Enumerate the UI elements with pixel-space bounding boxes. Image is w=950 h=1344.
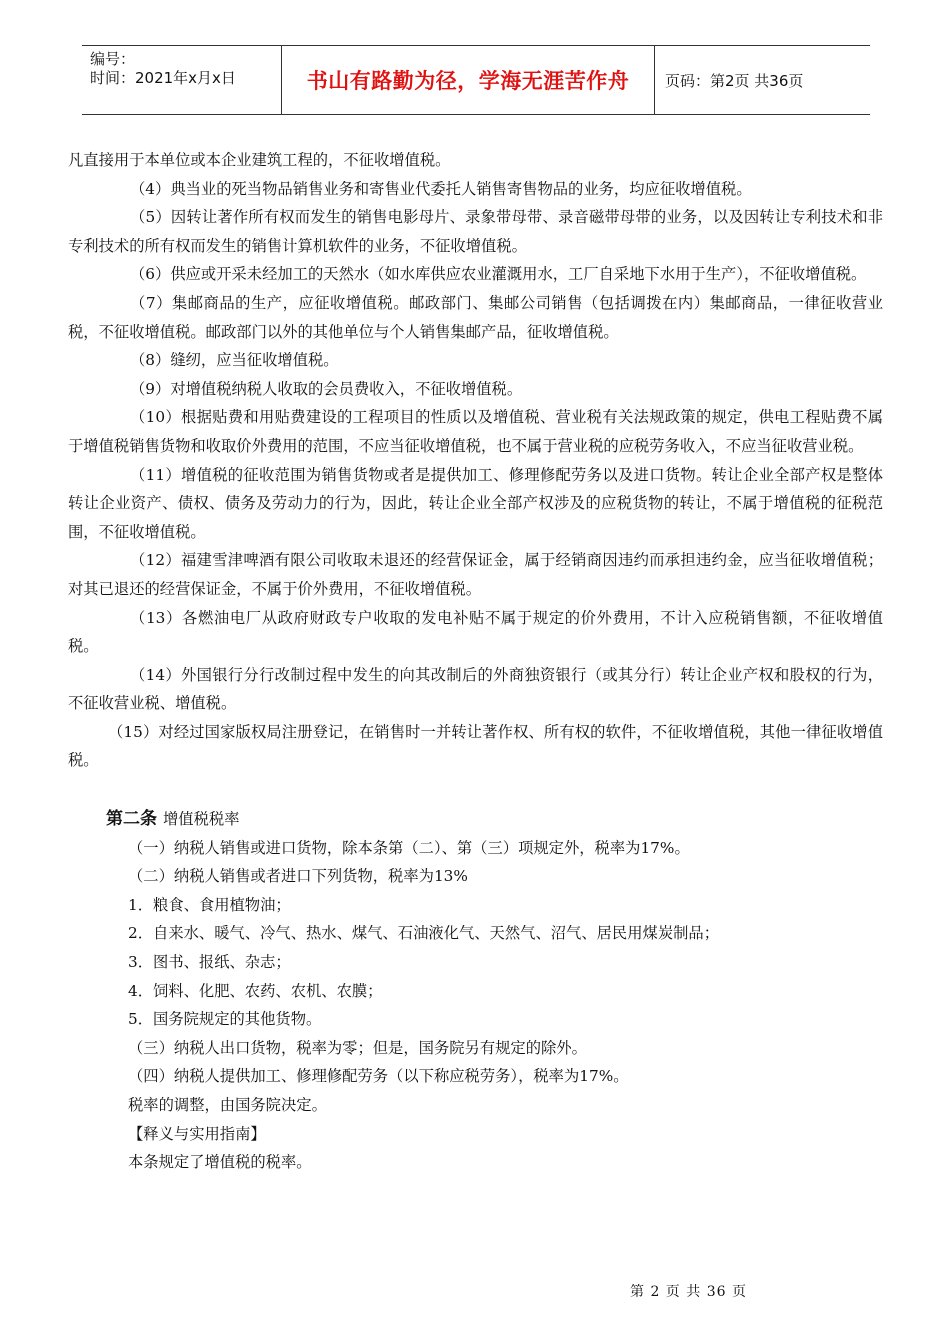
paragraph-item-7: （7）集邮商品的生产，应征收增值税。邮政部门、集邮公司销售（包括调拨在内）集邮商品，一律征收营业税，不征收增值税。邮政部门以外的其他单位与个人销售集邮产品，征收增值税。 — [68, 293, 883, 341]
page-footer: 第 2 页 共 36 页 — [630, 1284, 747, 1300]
document-number-label: 编号： — [90, 50, 136, 68]
paragraph-item-6: （6）供应或开采未经加工的天然水（如水库供应农业灌溉用水，工厂自采地下水用于生产），不征收增值税。 — [130, 265, 867, 284]
article-item: 2．自来水、暖气、冷气、热水、煤气、石油液化气、天然气、沼气、居民用煤炭制品； — [128, 924, 720, 943]
article-item: 3．图书、报纸、杂志； — [128, 953, 291, 972]
article-number: 第二条 — [106, 809, 157, 830]
section-heading: 【释义与实用指南】 — [128, 1124, 266, 1143]
article-note: 税率的调整，由国务院决定。 — [128, 1096, 327, 1114]
paragraph-item-11: （11）增值税的征收范围为销售货物或者是提供加工、修理修配劳务以及进口货物。转让企业全部产权是整体转让企业资产、债权、债务及劳动力的行为，因此，转让企业全部产权涉及的应税货物的转让，不属于增值税的征税范围，不征收增值税。 — [68, 465, 883, 541]
header-meta — [82, 46, 282, 114]
article-item: 4．饲料、化肥、农药、农机、农膜； — [128, 981, 383, 1000]
paragraph-item-9: （9）对增值税纳税人收取的会员费收入，不征收增值税。 — [130, 379, 523, 398]
article-item: （四）纳税人提供加工、修理修配劳务（以下称应税劳务），税率为17%。 — [128, 1067, 629, 1086]
paragraph-item-4: （4）典当业的死当物品销售业务和寄售业代委托人销售寄售物品的业务，均应征收增值税。 — [130, 179, 752, 198]
article-item: （二）纳税人销售或者进口下列货物，税率为13% — [128, 867, 468, 886]
document-body — [68, 146, 883, 1177]
paragraph-continuation: 凡直接用于本单位或本企业建筑工程的，不征收增值税。 — [68, 151, 451, 169]
article-item: （一）纳税人销售或进口货物，除本条第（二）、第（三）项规定外，税率为17%。 — [128, 838, 690, 857]
article-title: 增值税税率 — [163, 810, 240, 829]
article-item: 1．粮食、食用植物油； — [128, 895, 291, 914]
header-motto: 书山有路勤为径，学海无涯苦作舟 — [282, 46, 655, 114]
header-page-info: 页码：第2页 共36页 — [665, 71, 804, 90]
article-item: （三）纳税人出口货物，税率为零；但是，国务院另有规定的除外。 — [128, 1038, 587, 1057]
article-heading — [68, 805, 883, 834]
paragraph-item-5: （5）因转让著作所有权而发生的销售电影母片、录象带母带、录音磁带母带的业务，以及因转让专利技术和非专利技术的所有权而发生的销售计算机软件的业务，不征收增值税。 — [68, 208, 883, 255]
paragraph-item-14: （14）外国银行分行改制过程中发生的向其改制后的外商独资银行（或其分行）转让企业产权和股权的行为，不征收营业税、增值税。 — [68, 665, 883, 713]
article-item: 5．国务院规定的其他货物。 — [128, 1010, 322, 1029]
paragraph-item-13: （13）各燃油电厂从政府财政专户收取的发电补贴不属于规定的价外费用，不计入应税销售额，不征收增值税。 — [68, 608, 883, 656]
page-header — [82, 45, 870, 115]
paragraph-item-15: （15）对经过国家版权局注册登记，在销售时一并转让著作权、所有权的软件，不征收增值税，其他一律征收增值税。 — [68, 722, 883, 770]
section-text: 本条规定了增值税的税率。 — [128, 1153, 312, 1172]
paragraph-item-8: （8）缝纫，应当征收增值税。 — [130, 351, 339, 370]
document-time: 时间：2021年x月x日 — [90, 69, 236, 87]
paragraph-item-12: （12）福建雪津啤酒有限公司收取未退还的经营保证金，属于经销商因违约而承担违约金，应当征收增值税；对其已退还的经营保证金，不属于价外费用，不征收增值税。 — [68, 551, 883, 598]
paragraph-item-10: （10）根据贴费和用贴费建设的工程项目的性质以及增值税、营业税有关法规政策的规定，供电工程贴费不属于增值税销售货物和收取价外费用的范围，不应当征收增值税，也不属于营业税的应税劳务收入，不应当征收营业税。 — [68, 408, 883, 455]
